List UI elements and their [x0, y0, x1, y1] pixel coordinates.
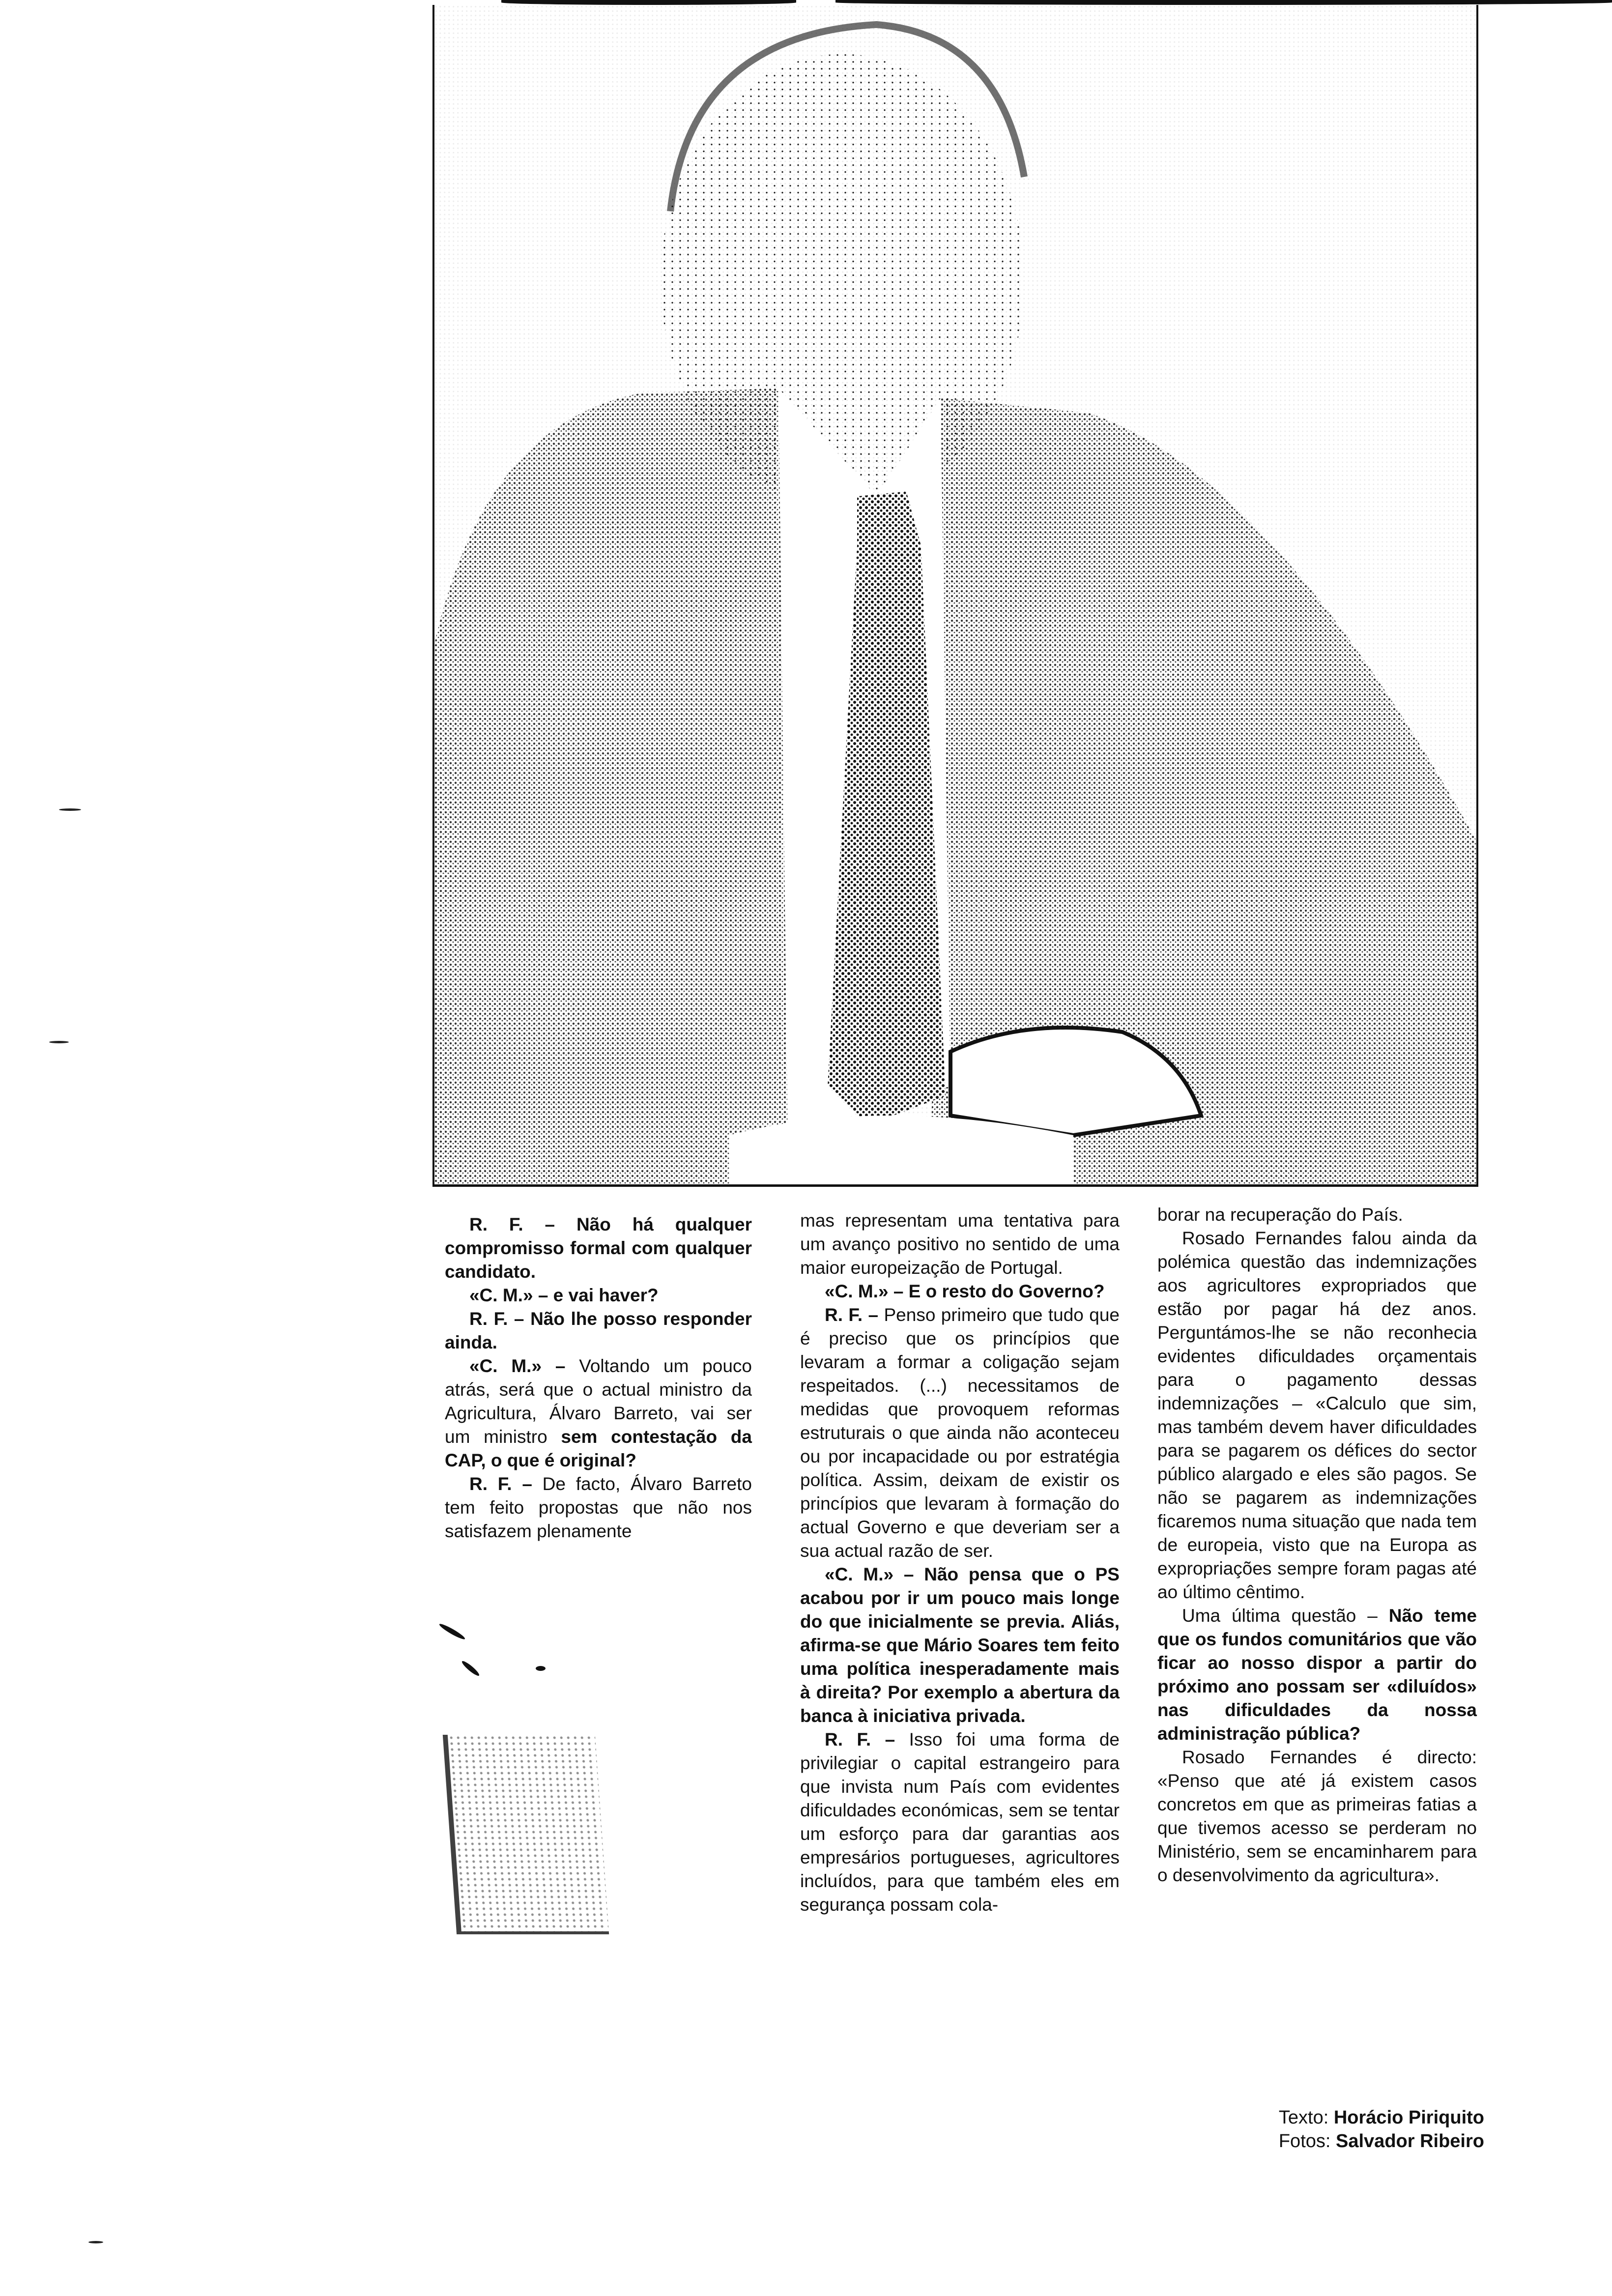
scan-top-edge-left — [501, 0, 796, 5]
credit-label: Fotos: — [1278, 2131, 1331, 2152]
speaker-label: R. F. – — [469, 1309, 524, 1329]
speaker-label: R. F. – — [469, 1214, 555, 1234]
answer-text: Não há qualquer compromisso formal com qualquer candidato. — [445, 1214, 752, 1282]
speaker-label: R. F. – — [469, 1474, 532, 1494]
paragraph — [1157, 1604, 1477, 1746]
body-text: borar na recuperação do País. — [1157, 1205, 1403, 1225]
article-column-1 — [445, 1213, 752, 1543]
paragraph — [800, 1280, 1120, 1303]
speaker-label: R. F. – — [825, 1305, 879, 1325]
paragraph — [445, 1284, 752, 1307]
scan-mark — [59, 808, 81, 811]
scan-top-edge-right — [835, 0, 1612, 5]
photo-credit — [1189, 2129, 1484, 2153]
photo-fragment — [443, 1735, 609, 1934]
question-text-bold: Não teme que os fundos comunitários que vão ficar ao nosso dispor a partir do próximo ano possam ser «diluídos» nas dificuldades da nossa administração pública? — [1157, 1606, 1477, 1744]
paragraph — [445, 1472, 752, 1543]
answer-text: Não lhe posso responder ainda. — [445, 1309, 752, 1352]
body-text: Uma última questão – — [1182, 1606, 1389, 1626]
paragraph — [800, 1303, 1120, 1563]
answer-text: De facto, Álvaro Barreto tem feito propostas que não nos satisfazem plenamente — [445, 1474, 752, 1541]
credit-photographer: Salvador Ribeiro — [1336, 2131, 1484, 2152]
paragraph — [445, 1213, 752, 1284]
text-credit — [1189, 2106, 1484, 2129]
answer-text: Isso foi uma forma de privilegiar o capital estrangeiro para que invista num País com evidentes dificuldades económicas, sem se tentar um esforço para dar garantias aos empresários portugueses, agricultores incluídos, para que também eles em segurança possam cola- — [800, 1729, 1120, 1915]
answer-text: Penso primeiro que tudo que é preciso que os princípios que levaram a formar a coligação sejam respeitados. (...) necessitamos de medidas que provoquem reformas estruturais o que ainda não aconteceu ou por incapacidade ou por estratégia política. Assim, deixam de existir os princípios que levaram à formação do actual Governo e que deveriam ser a sua actual razão de ser. — [800, 1305, 1120, 1561]
article-column-2 — [800, 1209, 1120, 1917]
body-text: Rosado Fernandes é directo: «Penso que até já existem casos concretos em que as primeiras fatias a que tivemos acesso se perderam no Ministério, sem se encaminharem para o desenvolvimento da agricultura». — [1157, 1747, 1477, 1885]
article-photo — [432, 5, 1478, 1187]
scan-debris — [438, 1622, 466, 1641]
scan-debris — [461, 1660, 481, 1678]
speaker-label: «C. M.» – — [825, 1564, 914, 1584]
paragraph — [445, 1307, 752, 1354]
credit-label: Texto: — [1278, 2107, 1329, 2128]
question-text: E o resto do Governo? — [903, 1281, 1105, 1301]
paragraph — [1157, 1227, 1477, 1604]
scan-mark — [88, 2241, 103, 2243]
article-column-3 — [1157, 1203, 1477, 1887]
scan-debris — [536, 1666, 546, 1671]
speaker-label: «C. M.» – — [469, 1356, 566, 1376]
speaker-label: «C. M.» – — [469, 1285, 548, 1305]
question-text: e vai haver? — [548, 1285, 659, 1305]
question-text: Não pensa que o PS acabou por ir um pouco mais longe do que inicialmente se previa. Aliás, afirma-se que Mário Soares tem feito uma política inesperadamente mais à direita? Por exemplo a abertura da banca à iniciativa privada. — [800, 1564, 1120, 1726]
portrait-illustration — [434, 5, 1476, 1184]
paragraph — [800, 1209, 1120, 1280]
credit-author: Horácio Piriquito — [1333, 2107, 1484, 2128]
paragraph — [1157, 1203, 1477, 1227]
question-text-bold: sem contestação da CAP, o que é original? — [445, 1427, 752, 1470]
answer-text: mas representam uma tentativa para um avanço positivo no sentido de uma maior europeização de Portugal. — [800, 1210, 1120, 1278]
paragraph — [800, 1563, 1120, 1728]
speaker-label: «C. M.» – — [825, 1281, 904, 1301]
paragraph — [800, 1728, 1120, 1917]
scan-mark — [49, 1041, 69, 1043]
article-credits — [1189, 2106, 1484, 2153]
paragraph — [445, 1354, 752, 1472]
question-text: Voltando um pouco atrás, será que o actual ministro da Agricultura, Álvaro Barreto, vai ser um ministro — [445, 1356, 752, 1447]
body-text: Rosado Fernandes falou ainda da polémica questão das indemnizações aos agricultores expropriados que estão por pagar há dez anos. Perguntámos-lhe se não reconhecia evidentes dificuldades orçamentais para o pagamento dessas indemnizações – «Calculo que sim, mas também devem haver dificuldades para se pagarem os défices do sector público alargado e eles são pagos. Se não se pagarem as indemnizações ficaremos numa situação que nada tem de europeia, visto que na Europa as expropriações sempre foram pagas até ao último cêntimo. — [1157, 1228, 1477, 1602]
paragraph — [1157, 1746, 1477, 1887]
speaker-label: R. F. – — [825, 1729, 895, 1750]
